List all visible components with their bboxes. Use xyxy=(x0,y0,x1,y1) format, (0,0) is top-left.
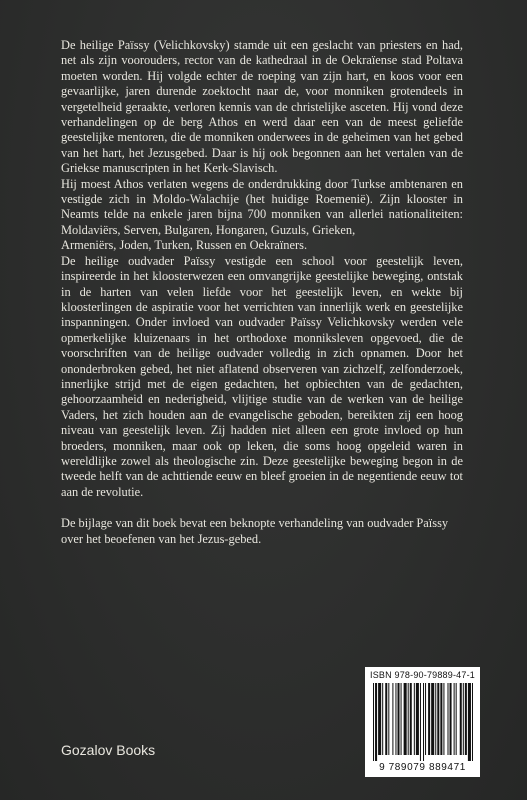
barcode-bar xyxy=(395,683,396,755)
barcode-bar xyxy=(423,683,424,761)
barcode-bar xyxy=(472,683,473,761)
barcode-bar xyxy=(408,683,409,755)
barcode-bar xyxy=(416,683,419,755)
barcode-bar xyxy=(385,683,387,755)
barcode-bar xyxy=(450,683,452,755)
barcode-bar xyxy=(410,683,412,755)
barcode-bar xyxy=(420,683,421,761)
barcode-bar xyxy=(428,683,430,755)
barcode-bar xyxy=(447,683,448,755)
publisher-name: Gozalov Books xyxy=(61,742,156,758)
barcode-bars xyxy=(373,683,473,761)
blurb-paragraph-1: De heilige Païssy (Velichkovsky) stamde uit een geslacht van priesters en had, net als zijn voorouders, rector van de kathedraal in de Oekraïense stad Poltava moeten worden. Hij volgde echter de roeping van zijn hart, en koos voor een gevaarlijke, jaren durende zoektocht naar de, voor monniken grotendeels in vergetelheid geraakte, verloren kennis van de christelijke asceten. Hij vond deze verhandelingen op de berg Athos en werd daar een van de meest geliefde geestelijke mentoren, die de monniken onderwees in de geheimen van het gebed van het hart, het Jezusgebed. Daar is hij ook begonnen aan het vertalen van de Griekse manuscripten in het Kerk-Slavisch. xyxy=(61,38,463,176)
barcode-bar xyxy=(460,683,462,755)
barcode-bar xyxy=(443,683,444,755)
barcode-bar xyxy=(456,683,457,755)
barcode-bar xyxy=(465,683,467,755)
barcode-bar xyxy=(437,683,439,755)
barcode-bar xyxy=(401,683,402,755)
isbn-label: ISBN 978-90-79889-47-1 xyxy=(370,670,475,680)
barcode-bar xyxy=(404,683,407,755)
barcode-bar xyxy=(375,683,377,761)
barcode-digits: 9 789079 889471 xyxy=(379,762,466,773)
barcode-bar xyxy=(468,683,471,761)
blurb-paragraph-2-continued: Armeniërs, Joden, Turken, Russen en Oekraïners. xyxy=(61,238,308,253)
barcode-bar xyxy=(431,683,434,755)
blurb-paragraph-3: De heilige oudvader Païssy vestigde een school voor geestelijk leven, inspireerde in het kloosterwezen een omvangrijke geestelijke beweging, ontstak in de harten van velen liefde voor het geestelijk leven, en wekte bij kloosterlingen de aspiratie voor het verrichten van innerlijk werk en geestelijke inspanningen. Onder invloed van oudvader Païssy Velichkovsky werden vele opmerkelijke kluizenaars in het orthodoxe monniksleven opgevoed, die de voorschriften van de heilige oudvader volledig in zich opnamen. Door het ononderbroken gebed, het niet aflatend observeren van zichzelf, zelfonderzoek, innerlijke strijd met de eigen gedachten, het opbiechten van de gedachten, gehoorzaamheid en nederigheid, vlijtige studie van de werken van de heilige Vaders, het zich houden aan de evangelische geboden, bereikten zij een hoog niveau van geestelijk leven. Zij hadden niet alleen een grote invloed op hun broeders, monniken, maar ook op leken, die soms hoog opgeleid waren in wereldlijke zowel als theologische zin. Deze geestelijke beweging begon in de tweede helft van de achttiende eeuw en bleef groeien in de negentiende eeuw tot aan de revolutie. xyxy=(61,253,463,499)
barcode-bar xyxy=(388,683,389,755)
blurb-text xyxy=(61,38,463,547)
barcode-bar xyxy=(454,683,455,755)
barcode-bar xyxy=(392,683,393,755)
appendix-note: De bijlage van dit boek bevat een beknopte verhandeling van oudvader Païssy over het beoefenen van het Jezus-gebed. xyxy=(61,516,449,546)
barcode-bar xyxy=(397,683,399,755)
barcode-bar xyxy=(378,683,381,755)
paragraph-gap xyxy=(61,500,463,516)
barcode-bar xyxy=(463,683,464,755)
barcode-bar xyxy=(440,683,442,755)
barcode-bar xyxy=(414,683,415,755)
isbn-barcode xyxy=(365,667,480,777)
barcode-bar xyxy=(425,683,426,755)
barcode-bar xyxy=(373,683,374,761)
barcode-bar xyxy=(435,683,436,755)
blurb-paragraph-2: Hij moest Athos verlaten wegens de onderdrukking door Turkse ambtenaren en vestigde zich in Moldo-Walachije (het huidige Roemenië). Zijn klooster in Neamts telde na enkele jaren bijna 700 monniken van allerlei nationaliteiten: Moldaviërs, Serven, Bulgaren, Hongaren, Guzuls, Grieken, xyxy=(61,176,463,237)
barcode-bar xyxy=(382,683,383,755)
